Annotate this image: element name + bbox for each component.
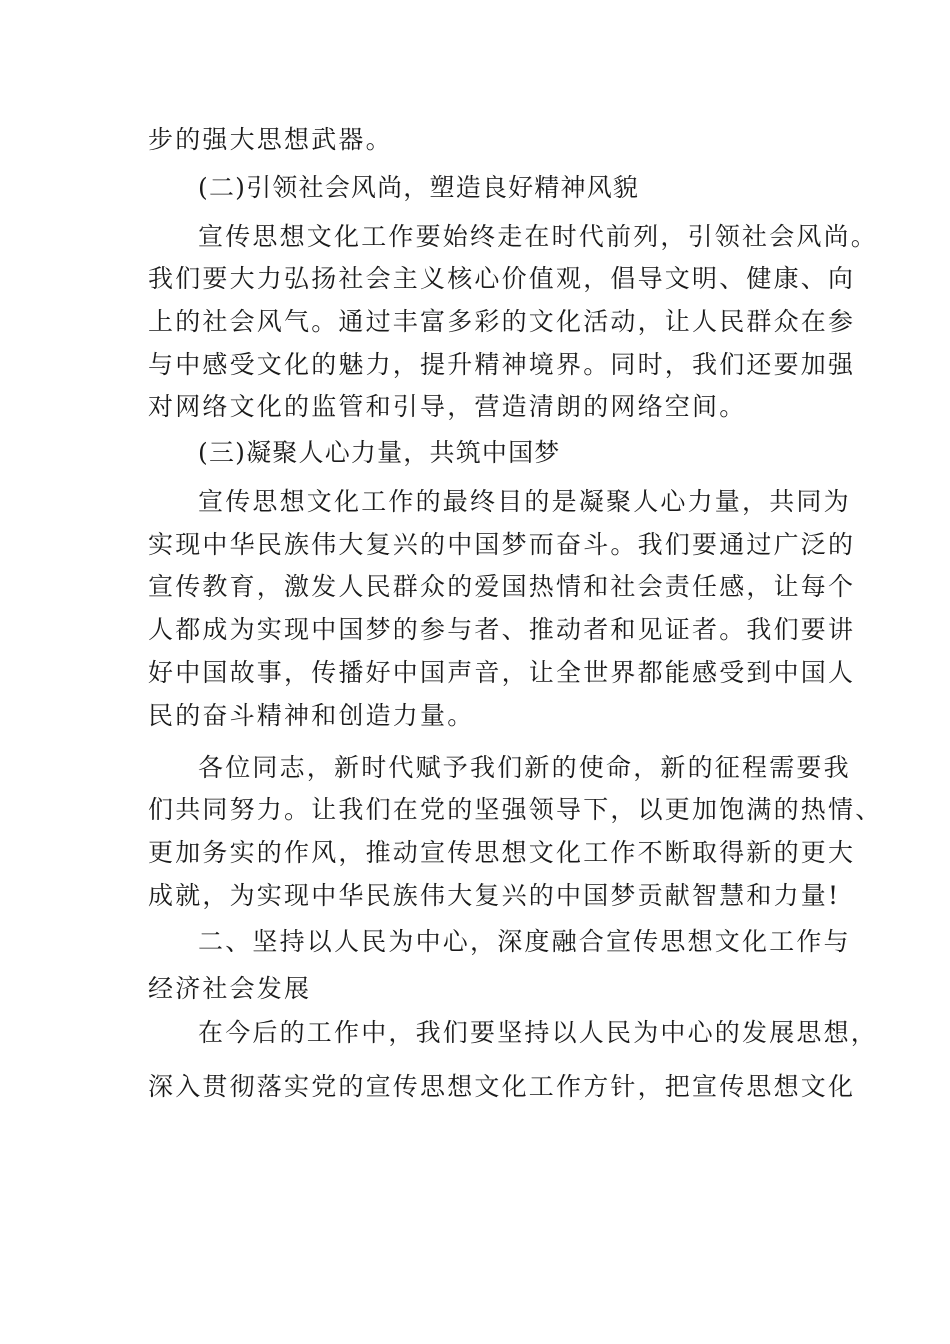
paragraph-line: 深入贯彻落实党的宣传思想文化工作方针，把宣传思想文化 <box>148 1072 856 1101</box>
paragraph-line: 们共同努力。让我们在党的坚强领导下，以更加饱满的热情、 <box>148 795 883 824</box>
paragraph-line: 宣传思想文化工作要始终走在时代前列，引领社会风尚。 <box>198 222 879 251</box>
paragraph-line: 步的强大思想武器。 <box>148 125 393 154</box>
paragraph-line: 与中感受文化的魅力，提升精神境界。同时，我们还要加强 <box>148 350 856 379</box>
paragraph-line: 人都成为实现中国梦的参与者、推动者和见证者。我们要讲 <box>148 615 856 644</box>
paragraph-line: 上的社会风气。通过丰富多彩的文化活动，让人民群众在参 <box>148 307 856 336</box>
section-heading: (二)引领社会风尚，塑造良好精神风貌 <box>198 173 640 202</box>
paragraph-line: 我们要大力弘扬社会主义核心价值观，倡导文明、健康、向 <box>148 264 856 293</box>
paragraph-line: 更加务实的作风，推动宣传思想文化工作不断取得新的更大 <box>148 838 856 867</box>
paragraph-line: 各位同志，新时代赋予我们新的使命，新的征程需要我 <box>198 753 851 782</box>
paragraph-line: 宣传教育，激发人民群众的爱国热情和社会责任感，让每个 <box>148 572 856 601</box>
paragraph-line: 好中国故事，传播好中国声音，让全世界都能感受到中国人 <box>148 658 856 687</box>
paragraph-line: 成就，为实现中华民族伟大复兴的中国梦贡献智慧和力量! <box>148 881 841 910</box>
section-heading: 二、坚持以人民为中心，深度融合宣传思想文化工作与 <box>198 927 851 956</box>
paragraph-line: 实现中华民族伟大复兴的中国梦而奋斗。我们要通过广泛的 <box>148 530 856 559</box>
paragraph-line: 民的奋斗精神和创造力量。 <box>148 701 475 730</box>
paragraph-line: 在今后的工作中，我们要坚持以人民为中心的发展思想， <box>198 1018 879 1047</box>
section-heading: 经济社会发展 <box>148 974 312 1003</box>
section-heading: (三)凝聚人心力量，共筑中国梦 <box>198 438 561 467</box>
paragraph-line: 宣传思想文化工作的最终目的是凝聚人心力量，共同为 <box>198 487 851 516</box>
paragraph-line: 对网络文化的监管和引导，营造清朗的网络空间。 <box>148 392 747 421</box>
